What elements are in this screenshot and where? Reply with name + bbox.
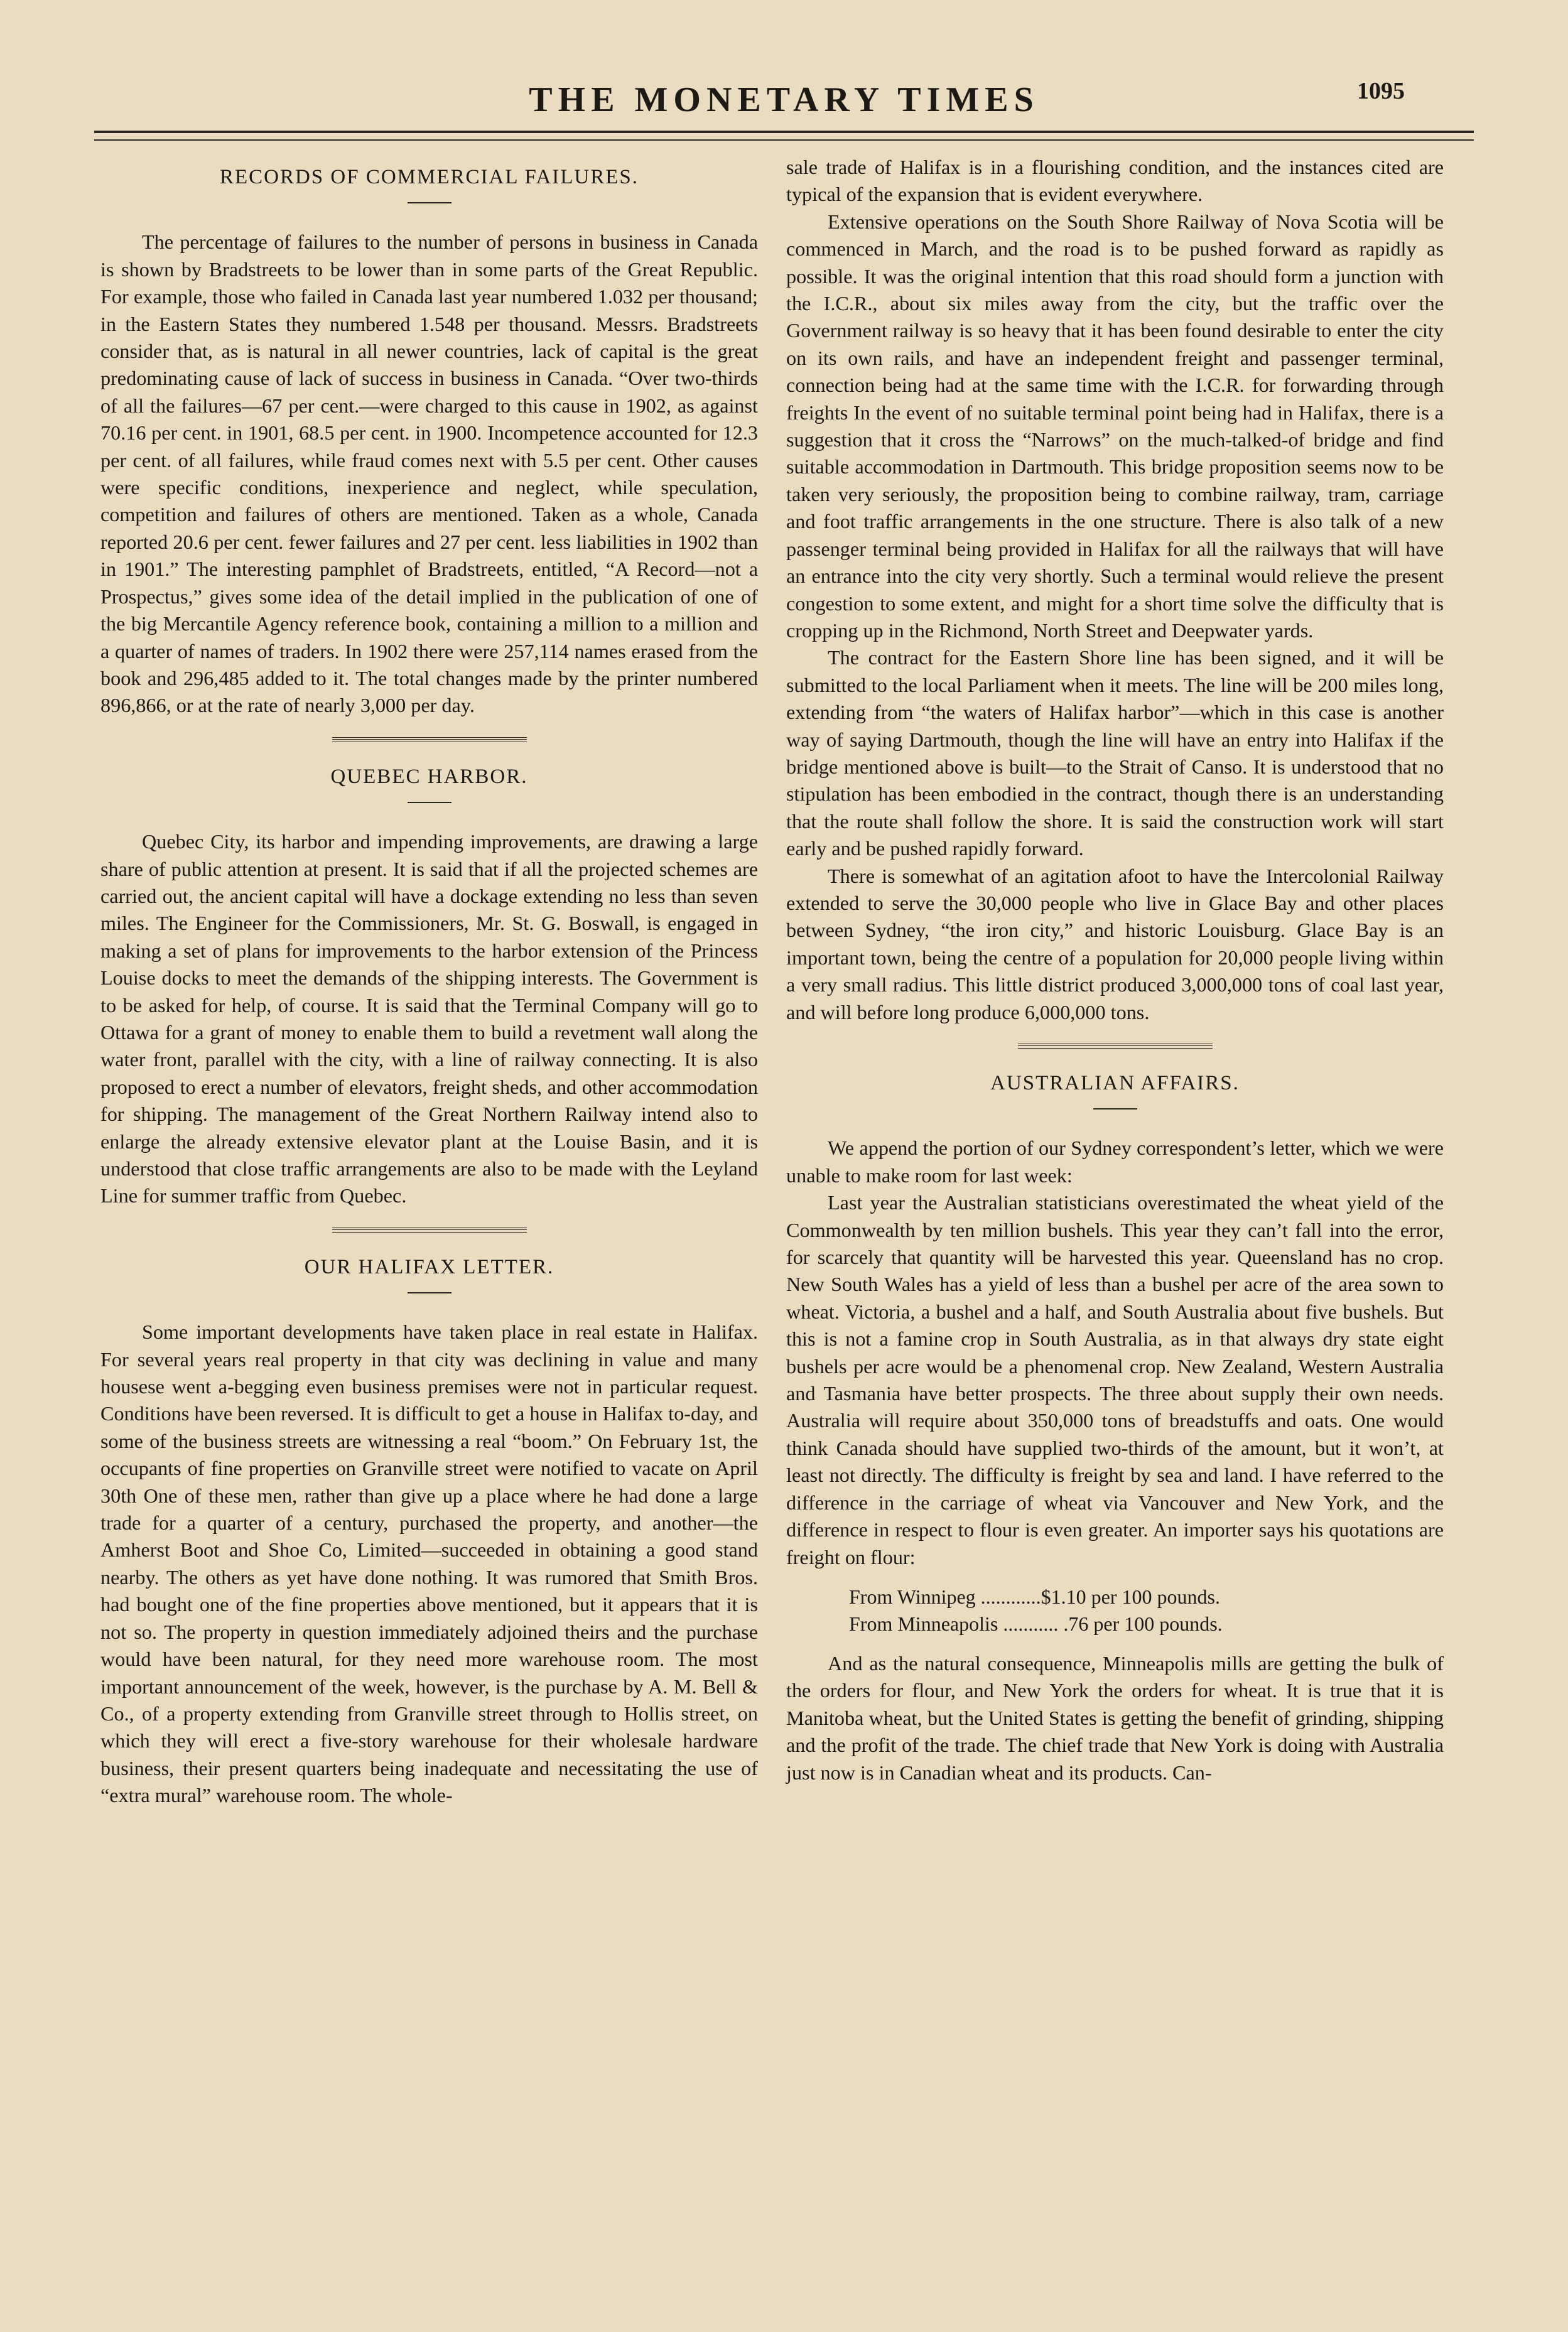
left-column (100, 154, 758, 1810)
short-divider (408, 1292, 451, 1293)
article-paragraph: The contract for the Eastern Shore line has been signed, and it will be submitted to the local Parliament when it meets. The line will be 200 miles long, extending from “the waters of Halifax harbor”—which in this case is another way of saying Dartmouth, though the line will have an entry into Halifax if the bridge mentioned above is built—to the Strait of Canso. It is understood that no stipulation has been embodied in the contract, though there is an understanding that the route shall follow the shore. It is said the construction work will start early and be pushed rapidly forward. (786, 646, 1444, 860)
freight-rate-line (786, 1611, 1444, 1638)
masthead (94, 72, 1474, 129)
article-paragraph: Extensive operations on the South Shore Railway of Nova Scotia will be commenced in March, and the road is to be pushed forward as rapidly as possible. It was the original intention that this road should form a junction with the I.C.R., about six miles away from the city, but the traffic over the Government railway is so heavy that it has been found desirable to enter the city on its own rails, and have an independent freight and passenger terminal, connection being had at the same time with the I.C.R. for forwarding through freights In the event of no suitable terminal point being had in Halifax, there is a suggestion that it cross the “Narrows” on the much-talked-of bridge and find suitable accommodation in Dartmouth. This bridge proposition seems now to be taken very seriously, the proposition being to combine railway, tram, carriage and foot traffic arrangements in the one structure. There is also talk of a new passenger terminal being provided in Halifax for all the railways that will have an entrance into the city very shortly. Such a terminal would relieve the present congestion to some extent, and might for a short time solve the difficulty that is cropping up in the Richmond, North Street and Deepwater yards. (786, 210, 1444, 642)
heading-commercial-failures: RECORDS OF COMMERCIAL FAILURES. (219, 166, 639, 188)
page-number: 1095 (1357, 78, 1405, 104)
freight-rate-line (786, 1584, 1444, 1611)
freight-rate-text: From Winnipeg ............$1.10 per 100 pounds. (849, 1585, 1220, 1608)
heading-halifax-letter: OUR HALIFAX LETTER. (304, 1255, 554, 1278)
article-paragraph: Some important developments have taken place in real estate in Halifax. For several years real property in that city was declining in value and many housese went a-begging even business premises were not in particular request. Conditions have been reversed. It is difficult to get a house in Halifax to-day, and some of the business streets are witnessing a real “boom.” On February 1st, the occupants of fine properties on Granville street were notified to vacate on April 30th One of these men, rather than give up a place where he had done a large trade for a quarter of a century, purchased the property, and another—the Amherst Boot and Shoe Co, Limited—succeeded in obtaining a good stand nearby. The others as yet have done nothing. It was rumored that Smith Bros. had bought one of the fine properties above mentioned, but it appears that it is not so. The property in question immediately adjoined theirs and the purchase would have been natural, for they need more warehouse room. The most important announcement of the week, however, is the purchase by A. M. Bell & Co., of a property extending from Granville street through to Hollis street, on which they will erect a five-story warehouse for their wholesale hardware business, their present quarters being inadequate and necessitating the use of “extra mural” warehouse room. The whole- (100, 1320, 758, 1807)
header-rule-thin (94, 139, 1474, 141)
publication-title: THE MONETARY TIMES (529, 80, 1039, 119)
short-divider (1093, 1108, 1137, 1109)
article-paragraph-continued: sale trade of Halifax is in a flourishing condition, and the instances cited are typical of the expansion that is evident everywhere. (786, 156, 1444, 206)
article-paragraph: Last year the Australian statisticians overestimated the wheat yield of the Commonwealth by ten million bushels. This year they can’t fall into the error, for scarcely that quantity will be harvested this year. Queensland has no crop. New South Wales has a yield of less than a bushel per acre of the area sown to wheat. Victoria, a bushel and a half, and South Australia about five bushels. But this is not a famine crop in South Australia, as in that always dry state eight bushels per acre would be a phenomenal crop. New Zealand, Western Australia and Tasmania have better prospects. The three about supply their own needs. Australia will require about 350,000 tons of breadstuffs and oats. One would think Canada should have supplied two-thirds of the amount, but it won’t, at least not directly. The difficulty is freight by sea and land. I have referred to the difference in the carriage of wheat via Vancouver and New York, and the difference in respect to flour is even greater. An importer says his quotations are freight on flour: (786, 1191, 1444, 1568)
article-paragraph: The percentage of failures to the number of persons in business in Canada is shown by Bradstreets to be lower than in some parts of the Great Republic. For example, those who failed in Canada last year numbered 1.032 per thousand; in the Eastern States they numbered 1.548 per thousand. Messrs. Bradstreets consider that, as is natural in all newer countries, lack of capital is the great predominating cause of lack of success in business in Canada. “Over two-thirds of all the failures—67 per cent.—were charged to this cause in 1902, as against 70.16 per cent. in 1901, 68.5 per cent. in 1900. Incompetence accounted for 12.3 per cent. of all failures, while fraud comes next with 5.5 per cent. Other causes were specific conditions, inexperience and neglect, while speculation, competition and failures of others are mentioned. Taken as a whole, Canada reported 20.6 per cent. fewer failures and 27 per cent. less liabilities in 1902 than in 1901.” The interesting pamphlet of Bradstreets, entitled, “A Record—not a Prospectus,” gives some idea of the detail implied in the publication of one of the big Mercantile Agency reference book, containing a million to a million and a quarter of names of traders. In 1902 there were 257,114 names erased from the book and 296,485 added to it. The total changes made by the printer numbered 896,866, or at the rate of nearly 3,000 per day. (100, 230, 758, 717)
article-paragraph: And as the natural consequence, Minneapolis mills are getting the bulk of the orders for flour, and New York the orders for wheat. It is true that it is Manitoba wheat, but the United States is getting the benefit of grinding, shipping and the profit of the trade. The chief trade that New York is doing with Australia just now is in Canadian wheat and its products. Can- (786, 1651, 1444, 1784)
article-paragraph: Quebec City, its harbor and impending improvements, are drawing a large share of public attention at present. It is said that if all the projected schemes are carried out, the ancient capital will have a dockage extending no less than seven miles. The Engineer for the Commissioners, Mr. St. G. Boswall, is engaged in making a set of plans for improvements to the harbor extension of the Princess Louise docks to meet the demands of the shipping interests. The Government is to be asked for help, of course. It is said that the Terminal Company will go to Ottawa for a grant of money to enable them to build a revetment wall along the water front, parallel with the city, with a line of railway connecting. It is also proposed to erect a number of elevators, freight sheds, and other accommodation for shipping. The management of the Great Northern Railway intend also to enlarge the already extensive elevator plant at the Louise Basin, and it is understood that close traffic arrangements are also to be made with the Leyland Line for summer traffic from Quebec. (100, 830, 758, 1207)
article-paragraph: We append the portion of our Sydney correspondent’s letter, which we were unable to make room for last week: (786, 1136, 1444, 1187)
short-divider (408, 802, 451, 803)
freight-rate-text: From Minneapolis ........... .76 per 100 pounds. (849, 1612, 1223, 1635)
header-rule (94, 131, 1474, 133)
right-column (786, 154, 1444, 1786)
article-paragraph: There is somewhat of an agitation afoot to have the Intercolonial Railway extended to serve the 30,000 people who live in Glace Bay and other places between Sydney, “the iron city,” and historic Louisburg. Glace Bay is an important town, being the centre of a population for 20,000 people living within a very small radius. This little district produced 3,000,000 tons of coal last year, and will before long produce 6,000,000 tons. (786, 864, 1444, 1023)
short-divider (408, 202, 451, 203)
section-divider (332, 1228, 527, 1233)
heading-quebec-harbor: QUEBEC HARBOR. (330, 765, 528, 788)
heading-australian-affairs: AUSTRALIAN AFFAIRS. (990, 1072, 1240, 1094)
section-divider (332, 737, 527, 742)
section-divider (1018, 1044, 1213, 1049)
